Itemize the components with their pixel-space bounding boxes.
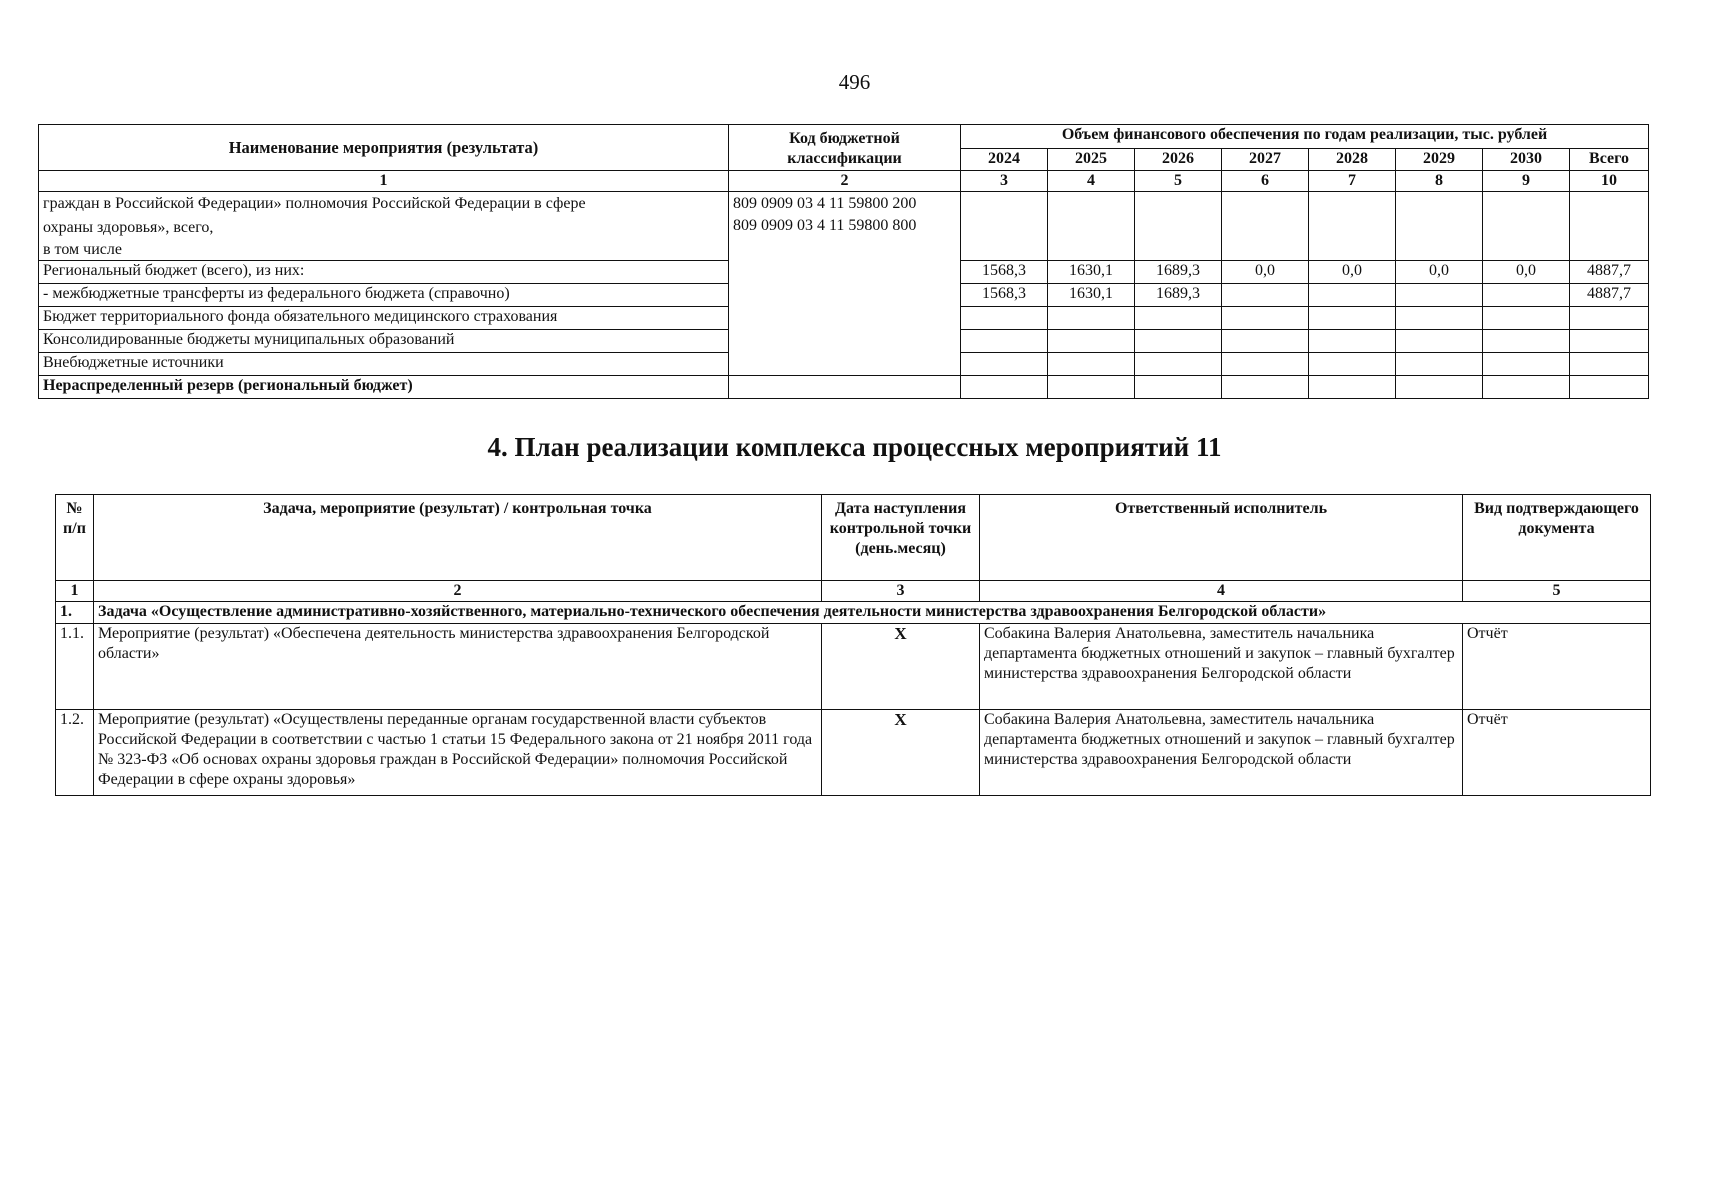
funding-source-label: Бюджет территориального фонда обязательного медицинского страхования	[39, 307, 729, 330]
budget-code: 809 0909 03 4 11 59800 200	[733, 195, 917, 212]
empty-cell	[1222, 376, 1309, 399]
header-year: 2026	[1135, 149, 1222, 171]
funding-value	[1483, 284, 1570, 307]
funding-value: 1568,3	[961, 261, 1048, 284]
empty-cell	[1309, 192, 1396, 261]
funding-value	[1483, 353, 1570, 376]
empty-cell	[1048, 376, 1135, 399]
column-index: 5	[1135, 171, 1222, 192]
column-index: 4	[1048, 171, 1135, 192]
header-code: Код бюджетной классификации	[729, 125, 961, 171]
funding-value	[1135, 353, 1222, 376]
funding-source-label: Региональный бюджет (всего), из них:	[39, 261, 729, 284]
item-text: Мероприятие (результат) «Осуществлены переданные органам государственной власти субъектов Российской Федерации в соответствии с частью 1 статьи 15 Федерального закона от 21 ноября 2011 года № 323-ФЗ «Об основах охраны здоровья граждан в Российской Федерации» полномочия Российской Федерации в сфере охраны здоровья»	[94, 710, 822, 796]
funding-value: 0,0	[1222, 261, 1309, 284]
plan-table	[55, 494, 1651, 796]
header-year: 2025	[1048, 149, 1135, 171]
column-index: 1	[56, 581, 94, 602]
column-index: 6	[1222, 171, 1309, 192]
funding-value	[1309, 284, 1396, 307]
activity-name-line: в том числе	[43, 241, 122, 258]
funding-value: 1568,3	[961, 284, 1048, 307]
task-text: Задача «Осуществление административно-хозяйственного, материально-технического обеспечения деятельности министерства здравоохранения Белгородской области»	[94, 602, 1651, 624]
column-index: 5	[1463, 581, 1651, 602]
empty-cell	[1135, 192, 1222, 261]
funding-value	[1396, 284, 1483, 307]
page-number: 496	[838, 70, 871, 94]
empty-cell	[1309, 376, 1396, 399]
x-mark: Х	[894, 624, 907, 643]
header-year: 2029	[1396, 149, 1483, 171]
header-year: 2030	[1483, 149, 1570, 171]
funding-value	[961, 330, 1048, 353]
budget-code-cell	[729, 192, 961, 376]
empty-cell	[729, 376, 961, 399]
header-date: Дата наступления контрольной точки (день.месяц)	[822, 495, 980, 581]
funding-total: 4887,7	[1570, 284, 1649, 307]
empty-cell	[1483, 192, 1570, 261]
column-index: 1	[39, 171, 729, 192]
funding-value: 1689,3	[1135, 284, 1222, 307]
column-index: 7	[1309, 171, 1396, 192]
header-document: Вид подтверждающего документа	[1463, 495, 1651, 581]
funding-source-label: Внебюджетные источники	[39, 353, 729, 376]
column-index: 2	[729, 171, 961, 192]
empty-cell	[1396, 376, 1483, 399]
activity-name-line: охраны здоровья», всего,	[43, 219, 214, 236]
task-num: 1.	[56, 602, 94, 624]
item-num: 1.2.	[56, 710, 94, 796]
column-index: 4	[980, 581, 1463, 602]
header-executor: Ответственный исполнитель	[980, 495, 1463, 581]
funding-value	[1222, 330, 1309, 353]
section-title: 4. План реализации комплекса процессных мероприятий 11	[487, 432, 1222, 462]
executor: Собакина Валерия Анатольевна, заместитель начальника департамента бюджетных отношений и закупок – главный бухгалтер министерства здравоохранения Белгородской области	[980, 624, 1463, 710]
funding-total	[1570, 353, 1649, 376]
header-year: 2027	[1222, 149, 1309, 171]
document-type: Отчёт	[1463, 710, 1651, 796]
column-index: 2	[94, 581, 822, 602]
finance-table	[38, 124, 1649, 399]
funding-value	[1135, 330, 1222, 353]
item-text: Мероприятие (результат) «Обеспечена деятельность министерства здравоохранения Белгородской области»	[94, 624, 822, 710]
control-date	[822, 710, 980, 796]
item-num: 1.1.	[56, 624, 94, 710]
activity-name-cell	[39, 192, 729, 261]
activity-name-line: граждан в Российской Федерации» полномочия Российской Федерации в сфере	[43, 195, 586, 212]
funding-value	[1309, 353, 1396, 376]
funding-value: 1630,1	[1048, 261, 1135, 284]
funding-value	[1222, 307, 1309, 330]
header-name: Наименование мероприятия (результата)	[39, 125, 729, 171]
funding-value	[1135, 307, 1222, 330]
header-volume: Объем финансового обеспечения по годам реализации, тыс. рублей	[961, 125, 1649, 149]
empty-cell	[1222, 192, 1309, 261]
funding-value	[1048, 307, 1135, 330]
column-index: 10	[1570, 171, 1649, 192]
document-type: Отчёт	[1463, 624, 1651, 710]
funding-value	[961, 307, 1048, 330]
funding-value	[1483, 330, 1570, 353]
empty-cell	[1048, 192, 1135, 261]
empty-cell	[1396, 192, 1483, 261]
control-date	[822, 624, 980, 710]
funding-value	[1309, 330, 1396, 353]
empty-cell	[1570, 376, 1649, 399]
executor: Собакина Валерия Анатольевна, заместитель начальника департамента бюджетных отношений и закупок – главный бухгалтер министерства здравоохранения Белгородской области	[980, 710, 1463, 796]
column-index: 8	[1396, 171, 1483, 192]
funding-value	[1483, 307, 1570, 330]
column-index: 9	[1483, 171, 1570, 192]
empty-cell	[1135, 376, 1222, 399]
funding-value: 1630,1	[1048, 284, 1135, 307]
funding-value	[1222, 353, 1309, 376]
funding-value: 0,0	[1309, 261, 1396, 284]
funding-value	[1048, 353, 1135, 376]
funding-value	[1309, 307, 1396, 330]
column-index: 3	[822, 581, 980, 602]
funding-value: 0,0	[1483, 261, 1570, 284]
empty-cell	[961, 192, 1048, 261]
funding-value	[1396, 330, 1483, 353]
funding-total: 4887,7	[1570, 261, 1649, 284]
empty-cell	[1570, 192, 1649, 261]
column-index: 3	[961, 171, 1048, 192]
funding-value: 1689,3	[1135, 261, 1222, 284]
header-total: Всего	[1570, 149, 1649, 171]
funding-value: 0,0	[1396, 261, 1483, 284]
header-task: Задача, мероприятие (результат) / контрольная точка	[94, 495, 822, 581]
reserve-label: Нераспределенный резерв (региональный бюджет)	[39, 376, 729, 399]
funding-value	[1222, 284, 1309, 307]
funding-total	[1570, 307, 1649, 330]
empty-cell	[961, 376, 1048, 399]
funding-value	[961, 353, 1048, 376]
funding-value	[1396, 353, 1483, 376]
empty-cell	[1483, 376, 1570, 399]
funding-total	[1570, 330, 1649, 353]
budget-code: 809 0909 03 4 11 59800 800	[733, 217, 917, 234]
header-year: 2028	[1309, 149, 1396, 171]
funding-source-label: Консолидированные бюджеты муниципальных образований	[39, 330, 729, 353]
funding-value	[1396, 307, 1483, 330]
funding-source-label: - межбюджетные трансферты из федерального бюджета (справочно)	[39, 284, 729, 307]
x-mark: Х	[894, 710, 907, 729]
header-num: № п/п	[56, 495, 94, 581]
funding-value	[1048, 330, 1135, 353]
header-year: 2024	[961, 149, 1048, 171]
